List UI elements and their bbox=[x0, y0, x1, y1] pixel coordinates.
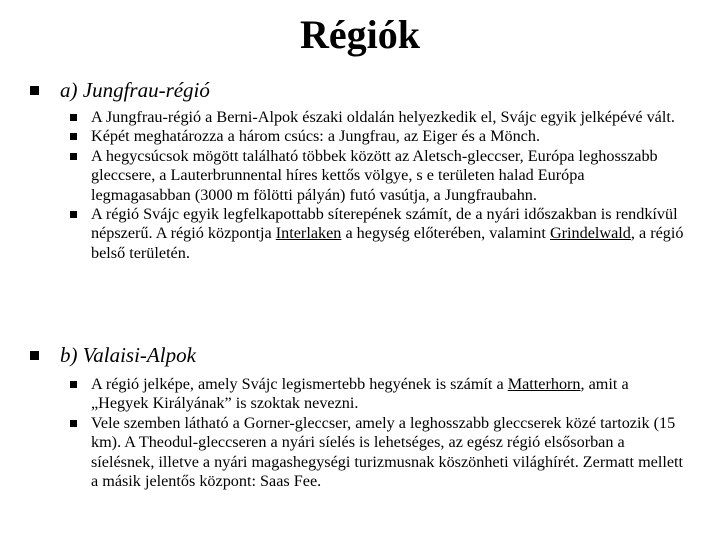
square-bullet-icon bbox=[70, 153, 77, 160]
list-item-text: A Jungfrau-régió a Berni-Alpok északi oldalán helyezkedik el, Svájc egyik jelképévé vált. bbox=[91, 108, 675, 126]
square-bullet-icon bbox=[70, 133, 77, 140]
list-item-text: A régió jelképe, amely Svájc legismertebb hegyének is számít a bbox=[91, 375, 508, 393]
list-item-text: , a régió belső területén. bbox=[91, 224, 684, 262]
section-heading-label: b) Valaisi-Alpok bbox=[60, 343, 196, 367]
list-item-text: Vele szemben látható a Gorner-gleccser, amely a leghosszabb gleccserek közé tartozik (15 km). A Theodul-gleccseren a nyári síelés is lehetséges, az egész régió elsősorban a síelésnek, illetve a nyári magashegységi turizmusnak köszönheti világhírét. Zermatt mellett a másik jelentős központ: Saas Fee. bbox=[91, 413, 684, 491]
list-item-text: , amit a „Hegyek Királyának” is szoktak nevezni. bbox=[91, 375, 629, 413]
list-item bbox=[70, 147, 685, 205]
square-bullet-icon bbox=[70, 211, 77, 218]
section-heading-jungfrau bbox=[30, 77, 210, 103]
list-item bbox=[70, 414, 685, 492]
section-heading-label: a) Jungfrau-régió bbox=[60, 78, 210, 102]
section-heading-valais bbox=[30, 342, 196, 368]
square-bullet-icon bbox=[30, 351, 39, 360]
list-item-text: Képét meghatározza a három csúcs: a Jungfrau, az Eiger és a Mönch. bbox=[91, 127, 541, 146]
list-item-text: a hegység előterében, valamint bbox=[341, 224, 550, 243]
list-item-text: A régió Svájc egyik legfelkapottabb síterepének számít, de a nyári időszakban is rendkívül népszerű. A régió központja bbox=[91, 205, 678, 243]
matterhorn-link[interactable]: Matterhorn bbox=[507, 375, 581, 393]
square-bullet-icon bbox=[70, 381, 77, 388]
square-bullet-icon bbox=[70, 114, 77, 121]
square-bullet-icon bbox=[30, 86, 39, 95]
valais-list bbox=[70, 375, 685, 491]
list-item bbox=[70, 127, 685, 146]
page-title: Régiók bbox=[300, 12, 420, 57]
list-item bbox=[70, 205, 685, 263]
grindelwald-link[interactable]: Grindelwald bbox=[549, 224, 631, 243]
list-item bbox=[70, 375, 685, 414]
square-bullet-icon bbox=[70, 420, 77, 427]
list-item bbox=[70, 108, 685, 127]
interlaken-link[interactable]: Interlaken bbox=[275, 224, 342, 243]
list-item-text: A hegycsúcsok mögött található többek között az Aletsch-gleccser, Európa leghosszabb gleccsere, a Lauterbrunnental híres kettős völgye, s e területen halad Európa legmagasabban (3000 m fölötti pályán) futó vasútja, a Jungfraubahn. bbox=[91, 146, 658, 204]
jungfrau-list bbox=[70, 108, 685, 263]
